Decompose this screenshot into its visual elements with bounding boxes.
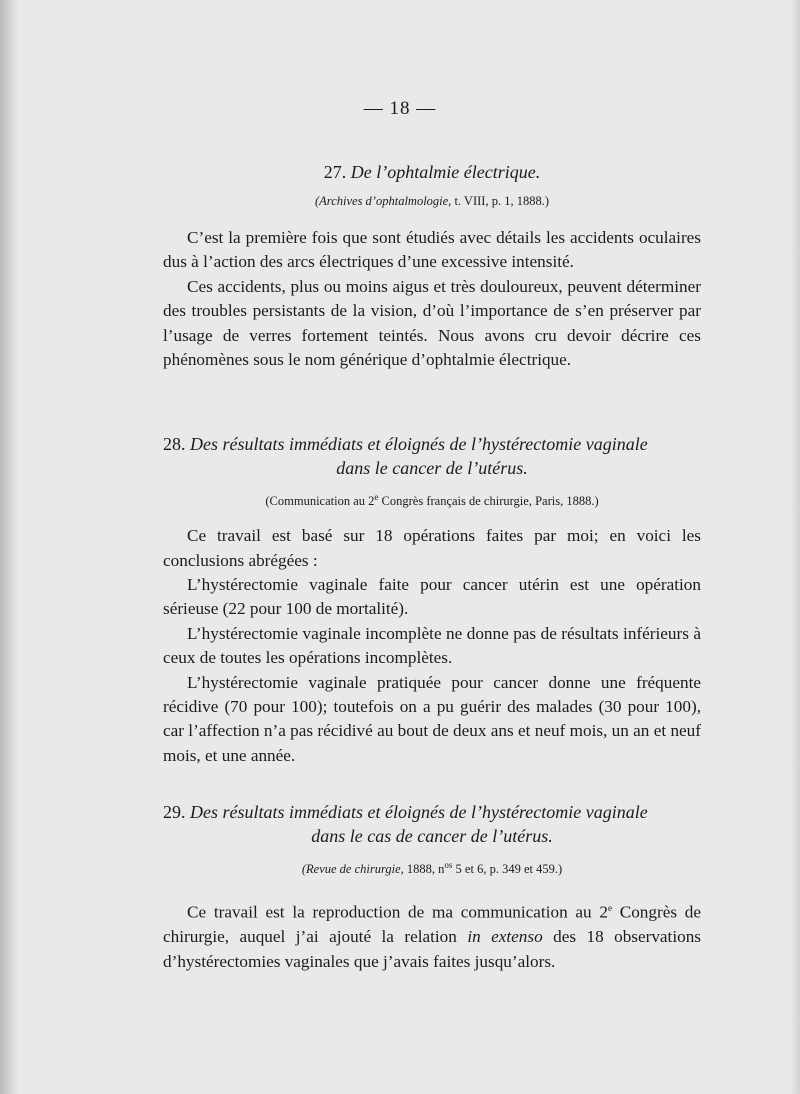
para-text: des 18 observations d’hystérectomies vaginales que j’avais faites jusqu’alors. (163, 927, 701, 971)
source-journal: (Revue de chirurgie, (301, 862, 404, 877)
para-sup: e (608, 903, 612, 914)
entry-title-line1: Des résultats immédiats et éloignés de l’hystérectomie vaginale (190, 434, 648, 454)
entry-title: De l’ophtalmie électrique. (350, 162, 541, 182)
para-italic: in extenso (467, 927, 543, 947)
source-journal: (Archives d’ophtalmologie, (315, 194, 452, 208)
entry-28-source (163, 488, 701, 510)
entry-29 (163, 800, 701, 974)
entry-title-line1: Des résultats immédiats et éloignés de l’hystérectomie vaginale (190, 802, 648, 822)
entry-27 (163, 160, 701, 372)
page-number: — 18 — (363, 98, 437, 119)
source-sup: e (374, 492, 379, 502)
source-text: 1888, n (403, 862, 445, 877)
paragraph: L’hystérectomie vaginale pratiquée pour cancer donne une fréquente récidive (70 pour 100); toutefois on a pu guérir des malades (30 pour 100), car l’affection n’a pas récidivé au bout de deux ans et neuf mois, un an et neuf mois, et une année. (163, 672, 701, 765)
entry-27-source (163, 192, 701, 210)
para-text: Congrès de chirurgie, auquel j’ai ajouté la relation (163, 902, 702, 947)
entry-28 (163, 432, 701, 768)
para-text: Ce travail est la reproduction de ma communication au 2 (187, 902, 608, 922)
entry-number: 28. (163, 434, 186, 454)
source-text: Congrès français de chirurgie, Paris, 1888.) (378, 494, 599, 509)
source-sup: os (444, 860, 453, 870)
source-text: 5 et 6, p. 349 et 459.) (452, 862, 563, 877)
paragraph: L’hystérectomie vaginale incomplète ne donne pas de résultats inférieurs à ceux de toutes les opérations incomplètes. (163, 623, 701, 668)
paragraph: Ce travail est basé sur 18 opérations faites par moi; en voici les conclusions abrégées : (163, 526, 701, 570)
entry-27-title (163, 160, 701, 184)
paragraph: C’est la première fois que sont étudiés avec détails les accidents oculaires dus à l’action des arcs électriques d’une excessive intensité. (163, 228, 701, 272)
source-details: t. VIII, p. 1, 1888.) (451, 194, 549, 208)
entry-title-line2: dans le cas de cancer de l’utérus. (311, 826, 553, 846)
entry-29-source (163, 856, 701, 878)
entry-28-title (163, 432, 701, 480)
source-text: (Communication au 2 (265, 494, 375, 509)
entry-number: 27. (323, 162, 347, 182)
paragraph: L’hystérectomie vaginale faite pour cancer utérin est une opération sérieuse (22 pour 100 de mortalité). (163, 574, 701, 619)
entry-title-line2: dans le cancer de l’utérus. (336, 458, 528, 478)
paragraph: Ces accidents, plus ou moins aigus et très douloureux, peuvent déterminer des troubles persistants de la vision, d’où l’importance de s’en préserver par l’usage de verres fortement teintés. Nous avons cru devoir décrire ces phénomènes sous le nom générique d’ophtalmie électrique. (163, 276, 701, 370)
paragraph (163, 896, 701, 974)
entry-29-title (163, 800, 701, 848)
entry-number: 29. (163, 802, 186, 822)
